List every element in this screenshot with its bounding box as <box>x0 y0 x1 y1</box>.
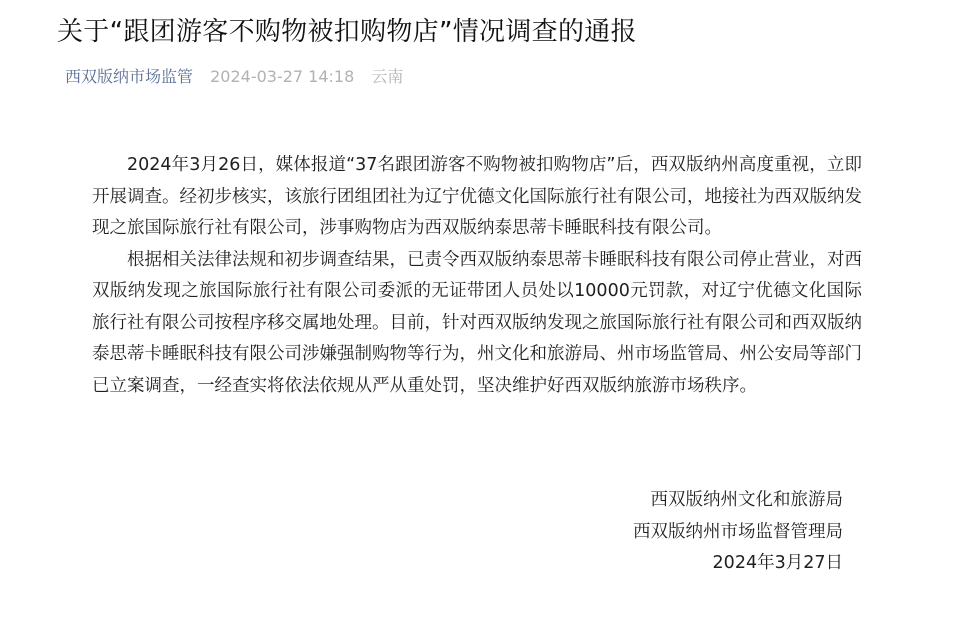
publish-time: 2024-03-27 14:18 <box>210 67 355 86</box>
paragraph-1: 2024年3月26日，媒体报道“37名跟团游客不购物被扣购物店”后，西双版纳州高度重视，立即开展调查。经初步核实，该旅行团组团社为辽宁优德文化国际旅行社有限公司，地接社为西双版纳发现之旅国际旅行社有限公司，涉事购物店为西双版纳泰思蒂卡睡眠科技有限公司。 <box>92 155 862 238</box>
paragraph-2: 根据相关法律法规和初步调查结果，已责令西双版纳泰思蒂卡睡眠科技有限公司停止营业，对西双版纳发现之旅国际旅行社有限公司委派的无证带团人员处以10000元罚款，对辽宁优德文化国际旅行社有限公司按程序移交属地处理。目前，针对西双版纳发现之旅国际旅行社有限公司和西双版纳泰思蒂卡睡眠科技有限公司涉嫌强制购物等行为，州文化和旅游局、州市场监管局、州公安局等部门已立案调查，一经查实将依法依规从严从重处罚，坚决维护好西双版纳旅游市场秩序。 <box>92 249 862 396</box>
signature-org-market-supervision: 西双版纳州市场监督管理局 <box>633 521 843 542</box>
signature-org-culture-tourism: 西双版纳州文化和旅游局 <box>650 490 843 510</box>
signature-block <box>633 485 843 580</box>
article-meta <box>65 62 403 92</box>
article-body <box>92 150 862 402</box>
article-title: 关于“跟团游客不购物被扣购物店”情况调查的通报 <box>57 17 637 47</box>
signature-date: 2024年3月27日 <box>712 553 843 573</box>
account-name-link[interactable]: 西双版纳市场监管 <box>65 67 194 86</box>
publish-location: 云南 <box>371 67 404 86</box>
